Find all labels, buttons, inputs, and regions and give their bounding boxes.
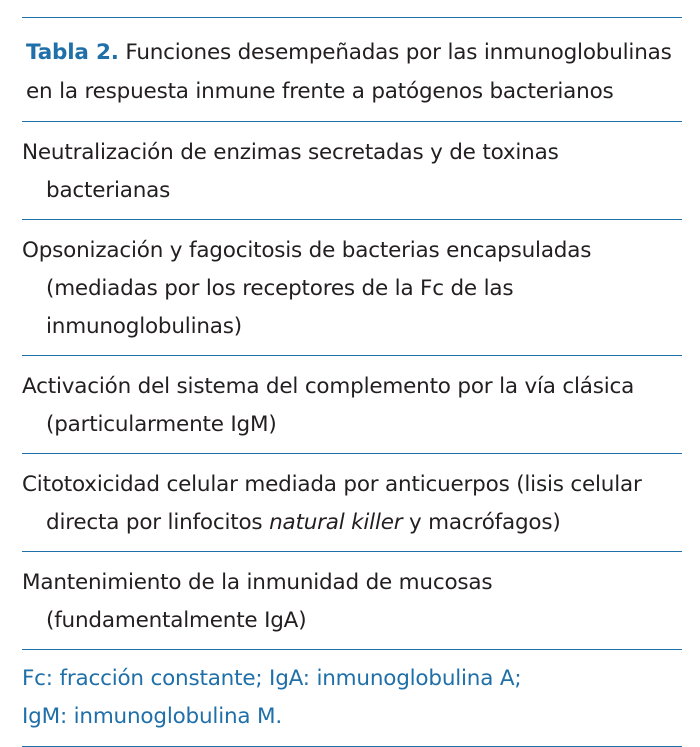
table-row <box>22 220 682 355</box>
row-2-continuation: (mediadas por los receptores de la Fc de las <box>46 276 514 301</box>
row-5-continuation: (fundamentalmente IgA) <box>46 608 307 633</box>
table-label: Tabla 2. <box>26 40 119 65</box>
row-5-text: Mantenimiento de la inmunidad de mucosas <box>22 570 493 595</box>
caption-line-1 <box>26 33 682 72</box>
footnote-line-1: Fc: fracción constante; IgA: inmunoglobulina A; <box>22 666 522 691</box>
row-1-text: Neutralización de enzimas secretadas y de toxinas <box>22 140 559 165</box>
row-4-continuation <box>22 504 682 542</box>
row-4-text-pre: directa por linfocitos <box>46 510 270 535</box>
row-1-continuation: bacterianas <box>46 178 171 203</box>
table-row <box>22 454 682 551</box>
caption-title-part-1: Funciones desempeñadas por las inmunoglobulinas <box>118 40 672 65</box>
row-4-text: Citotoxicidad celular mediada por anticuerpos (lisis celular <box>22 472 642 497</box>
caption-title-part-2: en la respuesta inmune frente a patógenos bacterianos <box>26 79 614 104</box>
table-footnote <box>22 650 682 746</box>
immunoglobulin-functions-table <box>22 17 682 747</box>
table-row <box>22 356 682 453</box>
row-2-continuation-2: inmunoglobulinas) <box>46 314 242 339</box>
row-4-text-italic: natural killer <box>269 510 403 535</box>
row-2-text: Opsonización y fagocitosis de bacterias encapsuladas <box>22 238 592 263</box>
table-row <box>22 122 682 219</box>
row-3-continuation: (particularmente IgM) <box>46 412 277 437</box>
table-caption <box>22 18 682 121</box>
row-4-text-post: y macrófagos) <box>402 510 561 535</box>
row-3-text: Activación del sistema del complemento por la vía clásica <box>22 374 635 399</box>
table-row <box>22 552 682 649</box>
footnote-line-2: IgM: inmunoglobulina M. <box>22 704 282 729</box>
